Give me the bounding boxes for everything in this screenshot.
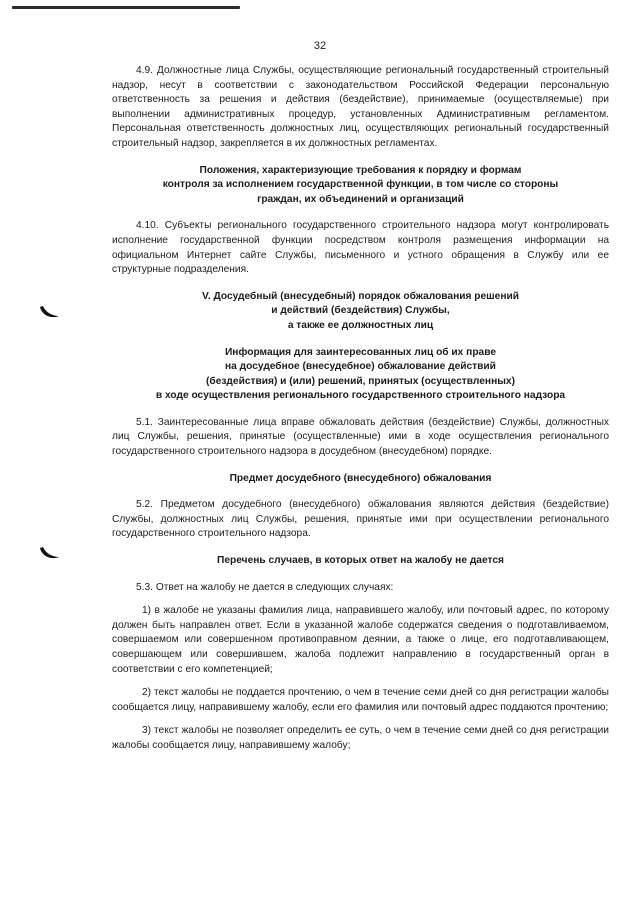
paragraph-5-3: 5.3. Ответ на жалобу не дается в следующих случаях: [136, 581, 394, 593]
heading-no-answer-cases [112, 554, 609, 569]
heading-line: Перечень случаев, в которых ответ на жалобу не дается [217, 555, 504, 567]
paragraph-4-9: 4.9. Должностные лица Службы, осуществляющие региональный государственный строительный надзор, несут в соответствии с законодательством Российской Федерации персональную ответственность за решения и действия (бездействие), принимаемые (осуществляемые) при выполнении административных процедур, установленных Административным регламентом. Персональная ответственность должностных лиц, осуществляющих региональный государственный строительный надзор, закрепляется в их должностных регламентах. [112, 65, 609, 149]
document-body [112, 64, 609, 763]
heading-line: контроля за исполнением государственной функции, в том числе со стороны [162, 179, 559, 191]
heading-appeal-subject [112, 472, 609, 487]
paragraph-5-2: 5.2. Предметом досудебного (внесудебного) обжалования являются действия (бездействие) Службы, должностных лиц Службы, решения, принятые ими при осуществлении регионального государственного строительного надзора. [112, 499, 609, 540]
paragraph-4-10: 4.10. Субъекты регионального государственного строительного надзора могут контролировать исполнение государственной функции посредством контроля размещения информации на официальном Интернет сайте Службы, письменного и устного обращения в Службу или ее структурные подразделения. [112, 220, 609, 276]
heading-line: граждан, их объединений и организаций [257, 193, 464, 205]
heading-line: в ходе осуществления регионального государственного строительного надзора [155, 390, 566, 402]
heading-line: Предмет досудебного (внесудебного) обжалования [229, 472, 492, 484]
page-number: 32 [313, 40, 327, 52]
heading-section-v [112, 290, 609, 334]
list-item-1: 1) в жалобе не указаны фамилия лица, направившего жалобу, или почтовый адрес, по которому должен быть направлен ответ. Если в указанной жалобе содержатся сведения о подготавливаемом, совершаемом или совершенном противоправном деянии, а также о лице, его подготавливающем, совершающем или совершившем, жалоба подлежит направлению в государственный орган в соответствии с его компетенцией; [112, 605, 609, 675]
heading-control-requirements [112, 164, 609, 208]
paragraph-5-1: 5.1. Заинтересованные лица вправе обжаловать действия (бездействие) Службы, должностных лиц Службы, решения, принятые (осуществленные) ими в ходе осуществления регионального государственного строительного надзора в досудебном (внесудебном) порядке. [112, 416, 609, 458]
list-item-3: 3) текст жалобы не позволяет определить ее суть, о чем в течение семи дней со дня регистрации жалобы сообщается лицу, направившему жалобу; [112, 725, 609, 751]
heading-line: Информация для заинтересованных лиц об их праве [224, 346, 497, 358]
heading-line: и действий (бездействия) Службы, [271, 305, 450, 317]
heading-line: на досудебное (внесудебное) обжалование действий [225, 361, 496, 373]
punch-hole-mark-top [38, 304, 60, 320]
scan-top-line [12, 6, 240, 9]
punch-hole-mark-bottom [38, 545, 60, 561]
heading-line: V. Досудебный (внесудебный) порядок обжалования решений [201, 290, 520, 302]
heading-information-rights [112, 346, 609, 404]
heading-line: (бездействия) и (или) решений, принятых (осуществленных) [206, 375, 515, 387]
heading-line: Положения, характеризующие требования к порядку и формам [199, 164, 522, 176]
list-item-2: 2) текст жалобы не поддается прочтению, о чем в течение семи дней со дня регистрации жалобы сообщается лицу, направившему жалобу, если его фамилия или почтовый адрес поддаются прочтению; [112, 687, 609, 713]
heading-line: а также ее должностных лиц [287, 319, 434, 331]
